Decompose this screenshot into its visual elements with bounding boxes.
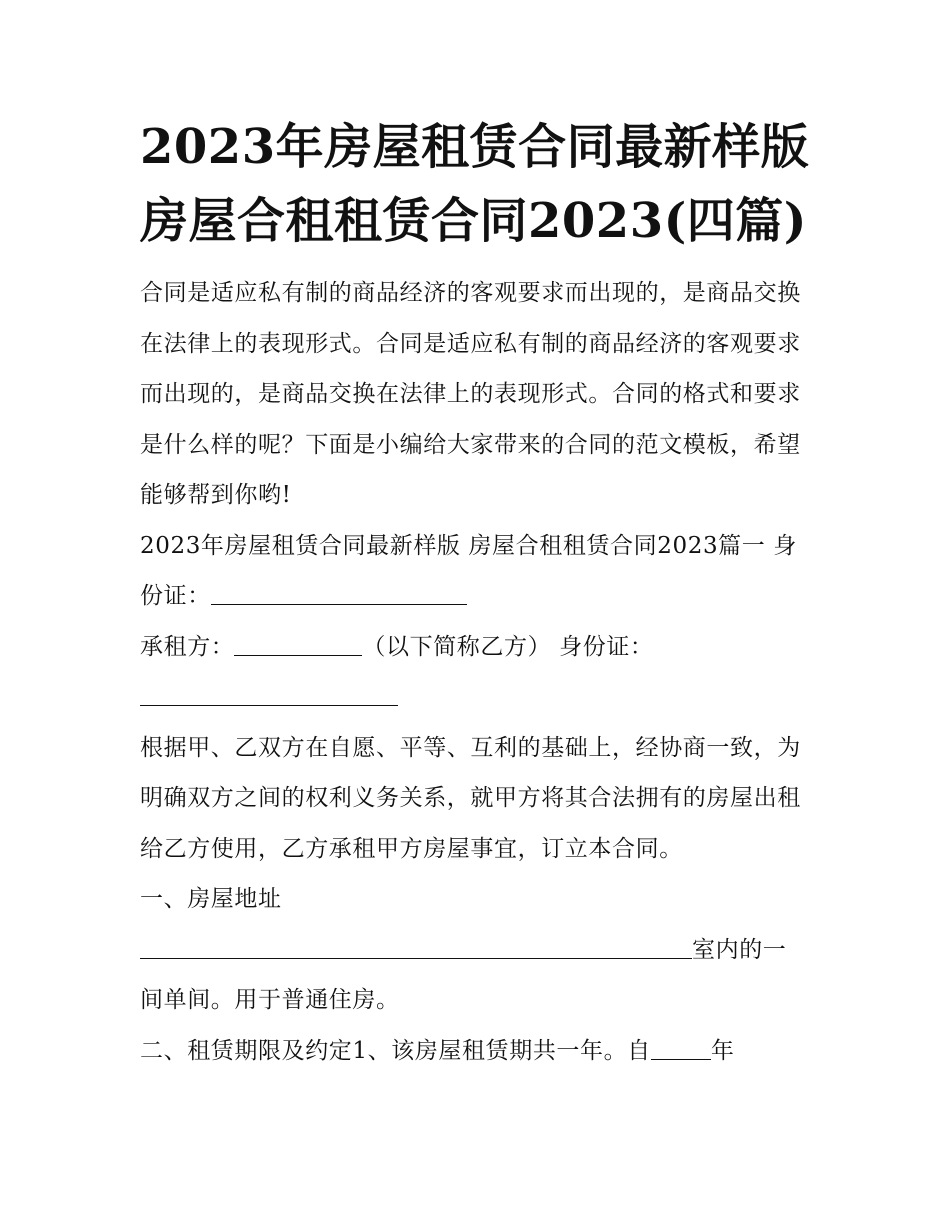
clause-1-after-blank: 室内的一	[692, 936, 787, 963]
document-page	[140, 110, 812, 1076]
lessee-suffix: （以下简称乙方） 身份证：	[362, 633, 654, 660]
clause-1-line-2: 间单间。用于普通住房。	[140, 987, 400, 1013]
year-blank	[651, 1058, 711, 1060]
id-label: 份证：	[140, 583, 211, 609]
id-blank-1	[211, 603, 467, 605]
section-heading: 2023年房屋租赁合同最新样版 房屋合租租赁合同2023篇一 身	[140, 532, 797, 559]
lessee-blank	[234, 654, 362, 656]
id-line-2	[140, 672, 812, 723]
intro-paragraph: 合同是适应私有制的商品经济的客观要求而出现的，是商品交换在法律上的表现形式。合同是适应私有制的商品经济的客观要求而出现的，是商品交换在法律上的表现形式。合同的格式和要求是什么样的呢？下面是小编给大家带来的合同的范文模板，希望能够帮到你哟!	[140, 280, 801, 508]
clause-2-text: 二、租赁期限及约定1、该房屋租赁期共一年。自	[140, 1037, 651, 1064]
clause-1-title: 一、房屋地址	[140, 886, 282, 912]
preamble-paragraph: 根据甲、乙双方在自愿、平等、互利的基础上，经协商一致，为明确双方之间的权利义务关系，就甲方将其合法拥有的房屋出租给乙方使用，乙方承租甲方房屋事宜，订立本合同。	[140, 734, 801, 862]
clause-2-year: 年	[710, 1037, 735, 1064]
document-title	[140, 110, 812, 258]
clause-2-line	[140, 1026, 812, 1077]
id-line-1	[140, 571, 812, 622]
document-body	[140, 268, 812, 1076]
address-blank	[140, 957, 692, 959]
clause-1-address-line	[140, 925, 812, 976]
title-line-2: 房屋合租租赁合同2023(四篇)	[140, 193, 808, 249]
title-line-1: 2023年房屋租赁合同最新样版	[140, 119, 810, 175]
lessee-label: 承租方：	[140, 633, 235, 660]
id-blank-2	[140, 704, 398, 706]
lessee-line	[140, 622, 812, 673]
